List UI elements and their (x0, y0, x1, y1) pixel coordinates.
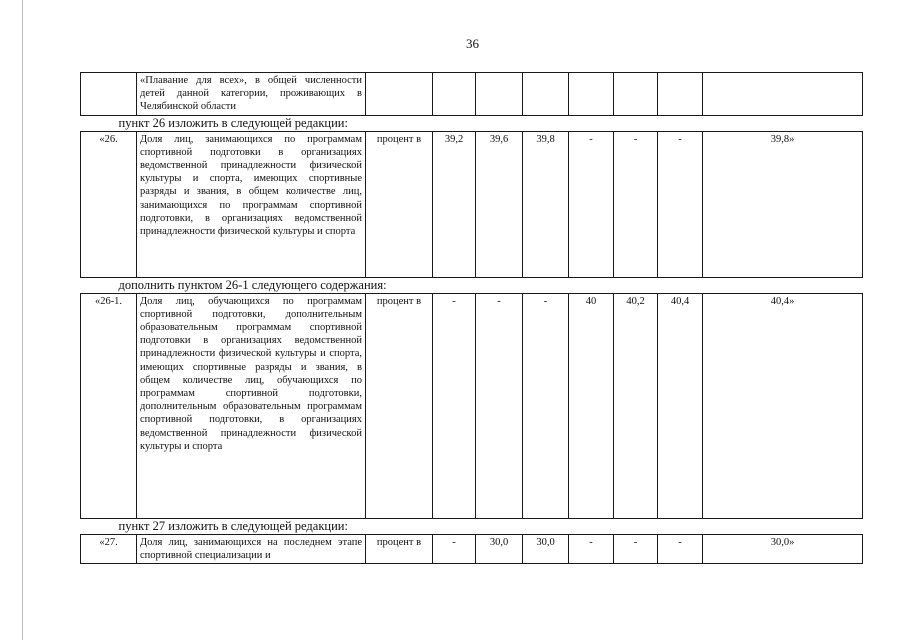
amendment-instruction: пункт 27 изложить в следующей редакции: (81, 518, 863, 534)
amendment-instruction: дополнить пунктом 26-1 следующего содержания: (81, 277, 863, 293)
value-cell: 39,8 (523, 131, 569, 277)
row-number-cell (81, 73, 137, 116)
value-cell: 40 (569, 293, 614, 518)
value-cell: 39,2 (433, 131, 476, 277)
scan-left-edge (22, 0, 23, 640)
value-cell: - (433, 534, 476, 563)
value-cell: 30,0 (476, 534, 523, 563)
value-cell: - (658, 131, 703, 277)
value-cell: - (614, 131, 658, 277)
value-cell: 39,8» (703, 131, 863, 277)
unit-cell: процент в (366, 131, 433, 277)
row-number: «26-1. (81, 293, 137, 518)
value-cell: - (523, 293, 569, 518)
indicator-text: Доля лиц, занимающихся на последнем этапе спортивной специализации и (137, 534, 366, 563)
indicators-table (80, 72, 863, 564)
indicator-text: Доля лиц, занимающихся по программам спортивной подготовки в организациях ведомственной принадлежности физической культуры и спорта, имеющих спортивные разряды и звания, в общем количестве лиц, занимающихся по программам спортивной подготовки, в организациях ведомственной принадлежности физической культуры и спорта (137, 131, 366, 277)
table-row (81, 293, 863, 518)
table-row (81, 534, 863, 563)
value-cell: - (614, 534, 658, 563)
value-cell: 30,0 (523, 534, 569, 563)
value-cell: 40,4» (703, 293, 863, 518)
indicator-text: Доля лиц, обучающихся по программам спортивной подготовки, дополнительным образовательным программам спортивной подготовки в организациях ведомственной принадлежности физической культуры и спорта, имеющих спортивные разряды и звания, в общем количестве лиц, обучающихся по программам спортивной подготовки, дополнительным образовательным программам спортивной подготовки, в организациях ведомственной принадлежности физической культуры и спорта (137, 293, 366, 518)
value-cell: - (569, 131, 614, 277)
indicator-text: «Плавание для всех», в общей численности детей данной категории, проживающих в Челябинской области (137, 73, 366, 116)
row-number: «27. (81, 534, 137, 563)
value-cell: 40,4 (658, 293, 703, 518)
value-cell: 30,0» (703, 534, 863, 563)
row-number: «26. (81, 131, 137, 277)
value-cell: 40,2 (614, 293, 658, 518)
value-cell: - (433, 293, 476, 518)
amendment-instruction: пункт 26 изложить в следующей редакции: (81, 115, 863, 131)
page-number: 36 (466, 36, 479, 51)
unit-cell: процент в (366, 534, 433, 563)
table-row (81, 73, 863, 116)
unit-cell: процент в (366, 293, 433, 518)
value-cell: - (569, 534, 614, 563)
table-row (81, 131, 863, 277)
value-cell: 39,6 (476, 131, 523, 277)
value-cell: - (476, 293, 523, 518)
value-cell: - (658, 534, 703, 563)
